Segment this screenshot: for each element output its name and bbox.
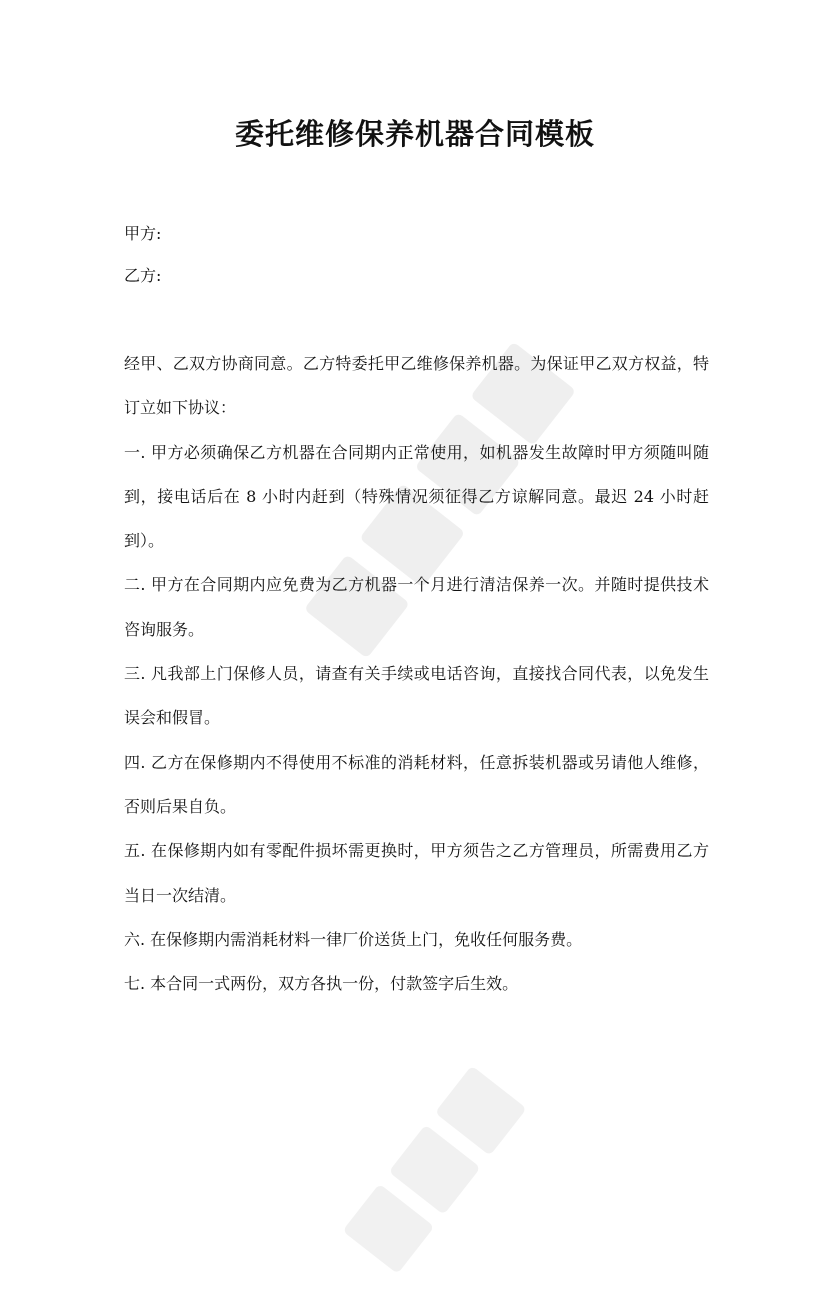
intro-paragraph: 经甲、乙双方协商同意。乙方特委托甲乙维修保养机器。为保证甲乙双方权益，特订立如下协议： [124, 354, 709, 418]
clause-3: 三. 凡我部上门保修人员，请查有关手续或电话咨询，直接找合同代表，以免发生误会和假冒。 [124, 664, 709, 728]
party-a-label: 甲方: [124, 224, 162, 243]
document-title: 委托维修保养机器合同模板 [234, 117, 595, 151]
clause-1: 一. 甲方必须确保乙方机器在合同期内正常使用，如机器发生故障时甲方须随叫随到，接电话后在 8 小时内赶到（特殊情况须征得乙方谅解同意。最迟 24 小时赶到）。 [124, 442, 709, 551]
clause-5: 五. 在保修期内如有零配件损坏需更换时，甲方须告之乙方管理员，所需费用乙方当日一次结清。 [124, 841, 709, 905]
contract-body [124, 342, 709, 1006]
clause-2: 二. 甲方在合同期内应免费为乙方机器一个月进行清洁保养一次。并随时提供技术咨询服务。 [124, 575, 709, 639]
watermark-icon [310, 995, 589, 1305]
clause-4: 四. 乙方在保修期内不得使用不标准的消耗材料，任意拆装机器或另请他人维修，否则后果自负。 [124, 752, 709, 816]
clause-6: 六. 在保修期内需消耗材料一律厂价送货上门，免收任何服务费。 [124, 929, 583, 949]
party-b-label: 乙方: [124, 266, 162, 285]
clause-7: 七. 本合同一式两份，双方各执一份，付款签字后生效。 [124, 974, 519, 994]
